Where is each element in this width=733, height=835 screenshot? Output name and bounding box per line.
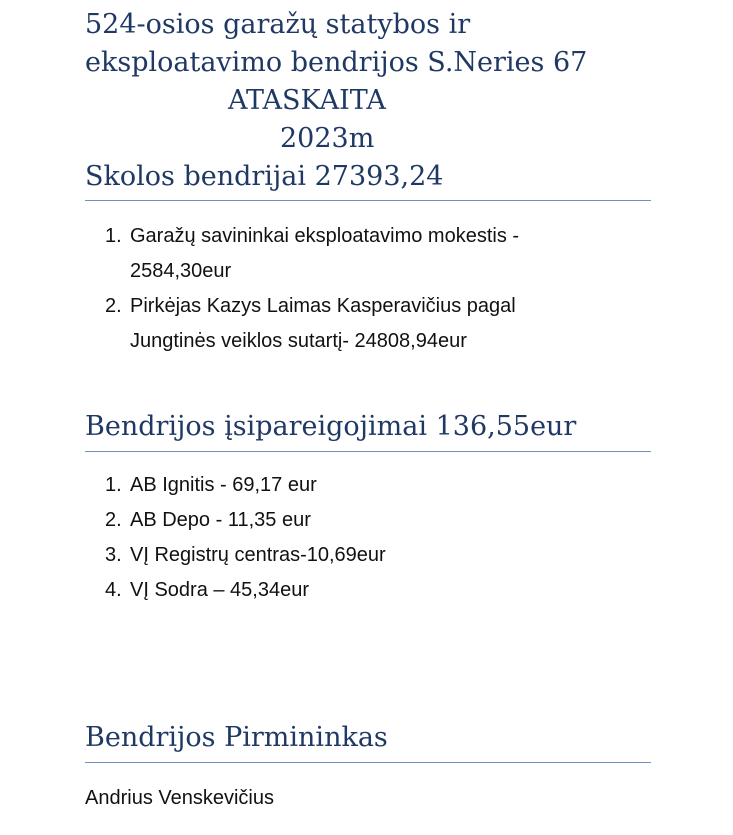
debts-heading: Skolos bendrijai 27393,24 <box>85 158 651 201</box>
title-line-2: eksploatavimo bendrijos S.Neries 67 <box>85 47 588 78</box>
obligations-list <box>105 468 605 608</box>
list-item <box>105 503 605 538</box>
title-line-4: 2023m <box>280 123 375 154</box>
list-item-text: AB Ignitis - 69,17 eur <box>130 474 317 496</box>
report-title <box>85 6 685 158</box>
list-item <box>105 573 605 608</box>
list-item <box>105 289 575 359</box>
list-item-number: 3. <box>105 544 122 566</box>
list-item-text: Garažų savininkai eksploatavimo mokestis - 2584,30eur <box>130 225 520 282</box>
list-item-text: AB Depo - 11,35 eur <box>130 509 311 531</box>
list-item <box>105 538 605 573</box>
chair-heading: Bendrijos Pirmininkas <box>85 719 651 763</box>
list-item-number: 4. <box>105 579 122 601</box>
list-item-number: 2. <box>105 295 122 317</box>
list-item-text: VĮ Registrų centras-10,69eur <box>130 544 386 566</box>
list-item-number: 1. <box>105 225 122 247</box>
obligations-heading: Bendrijos įsipareigojimai 136,55eur <box>85 408 651 452</box>
list-item-text: Pirkėjas Kazys Laimas Kasperavičius pagal Jungtinės veiklos sutartį- 24808,94eur <box>130 295 516 352</box>
list-item <box>105 468 605 503</box>
title-line-3: ATASKAITA <box>228 85 386 116</box>
list-item-number: 2. <box>105 509 122 531</box>
title-line-1: 524-osios garažų statybos ir <box>85 9 471 40</box>
list-item-number: 1. <box>105 474 122 496</box>
debts-list <box>105 219 575 359</box>
list-item-text: VĮ Sodra – 45,34eur <box>130 579 310 601</box>
list-item <box>105 219 575 289</box>
chair-name: Andrius Venskevičius <box>85 787 274 809</box>
